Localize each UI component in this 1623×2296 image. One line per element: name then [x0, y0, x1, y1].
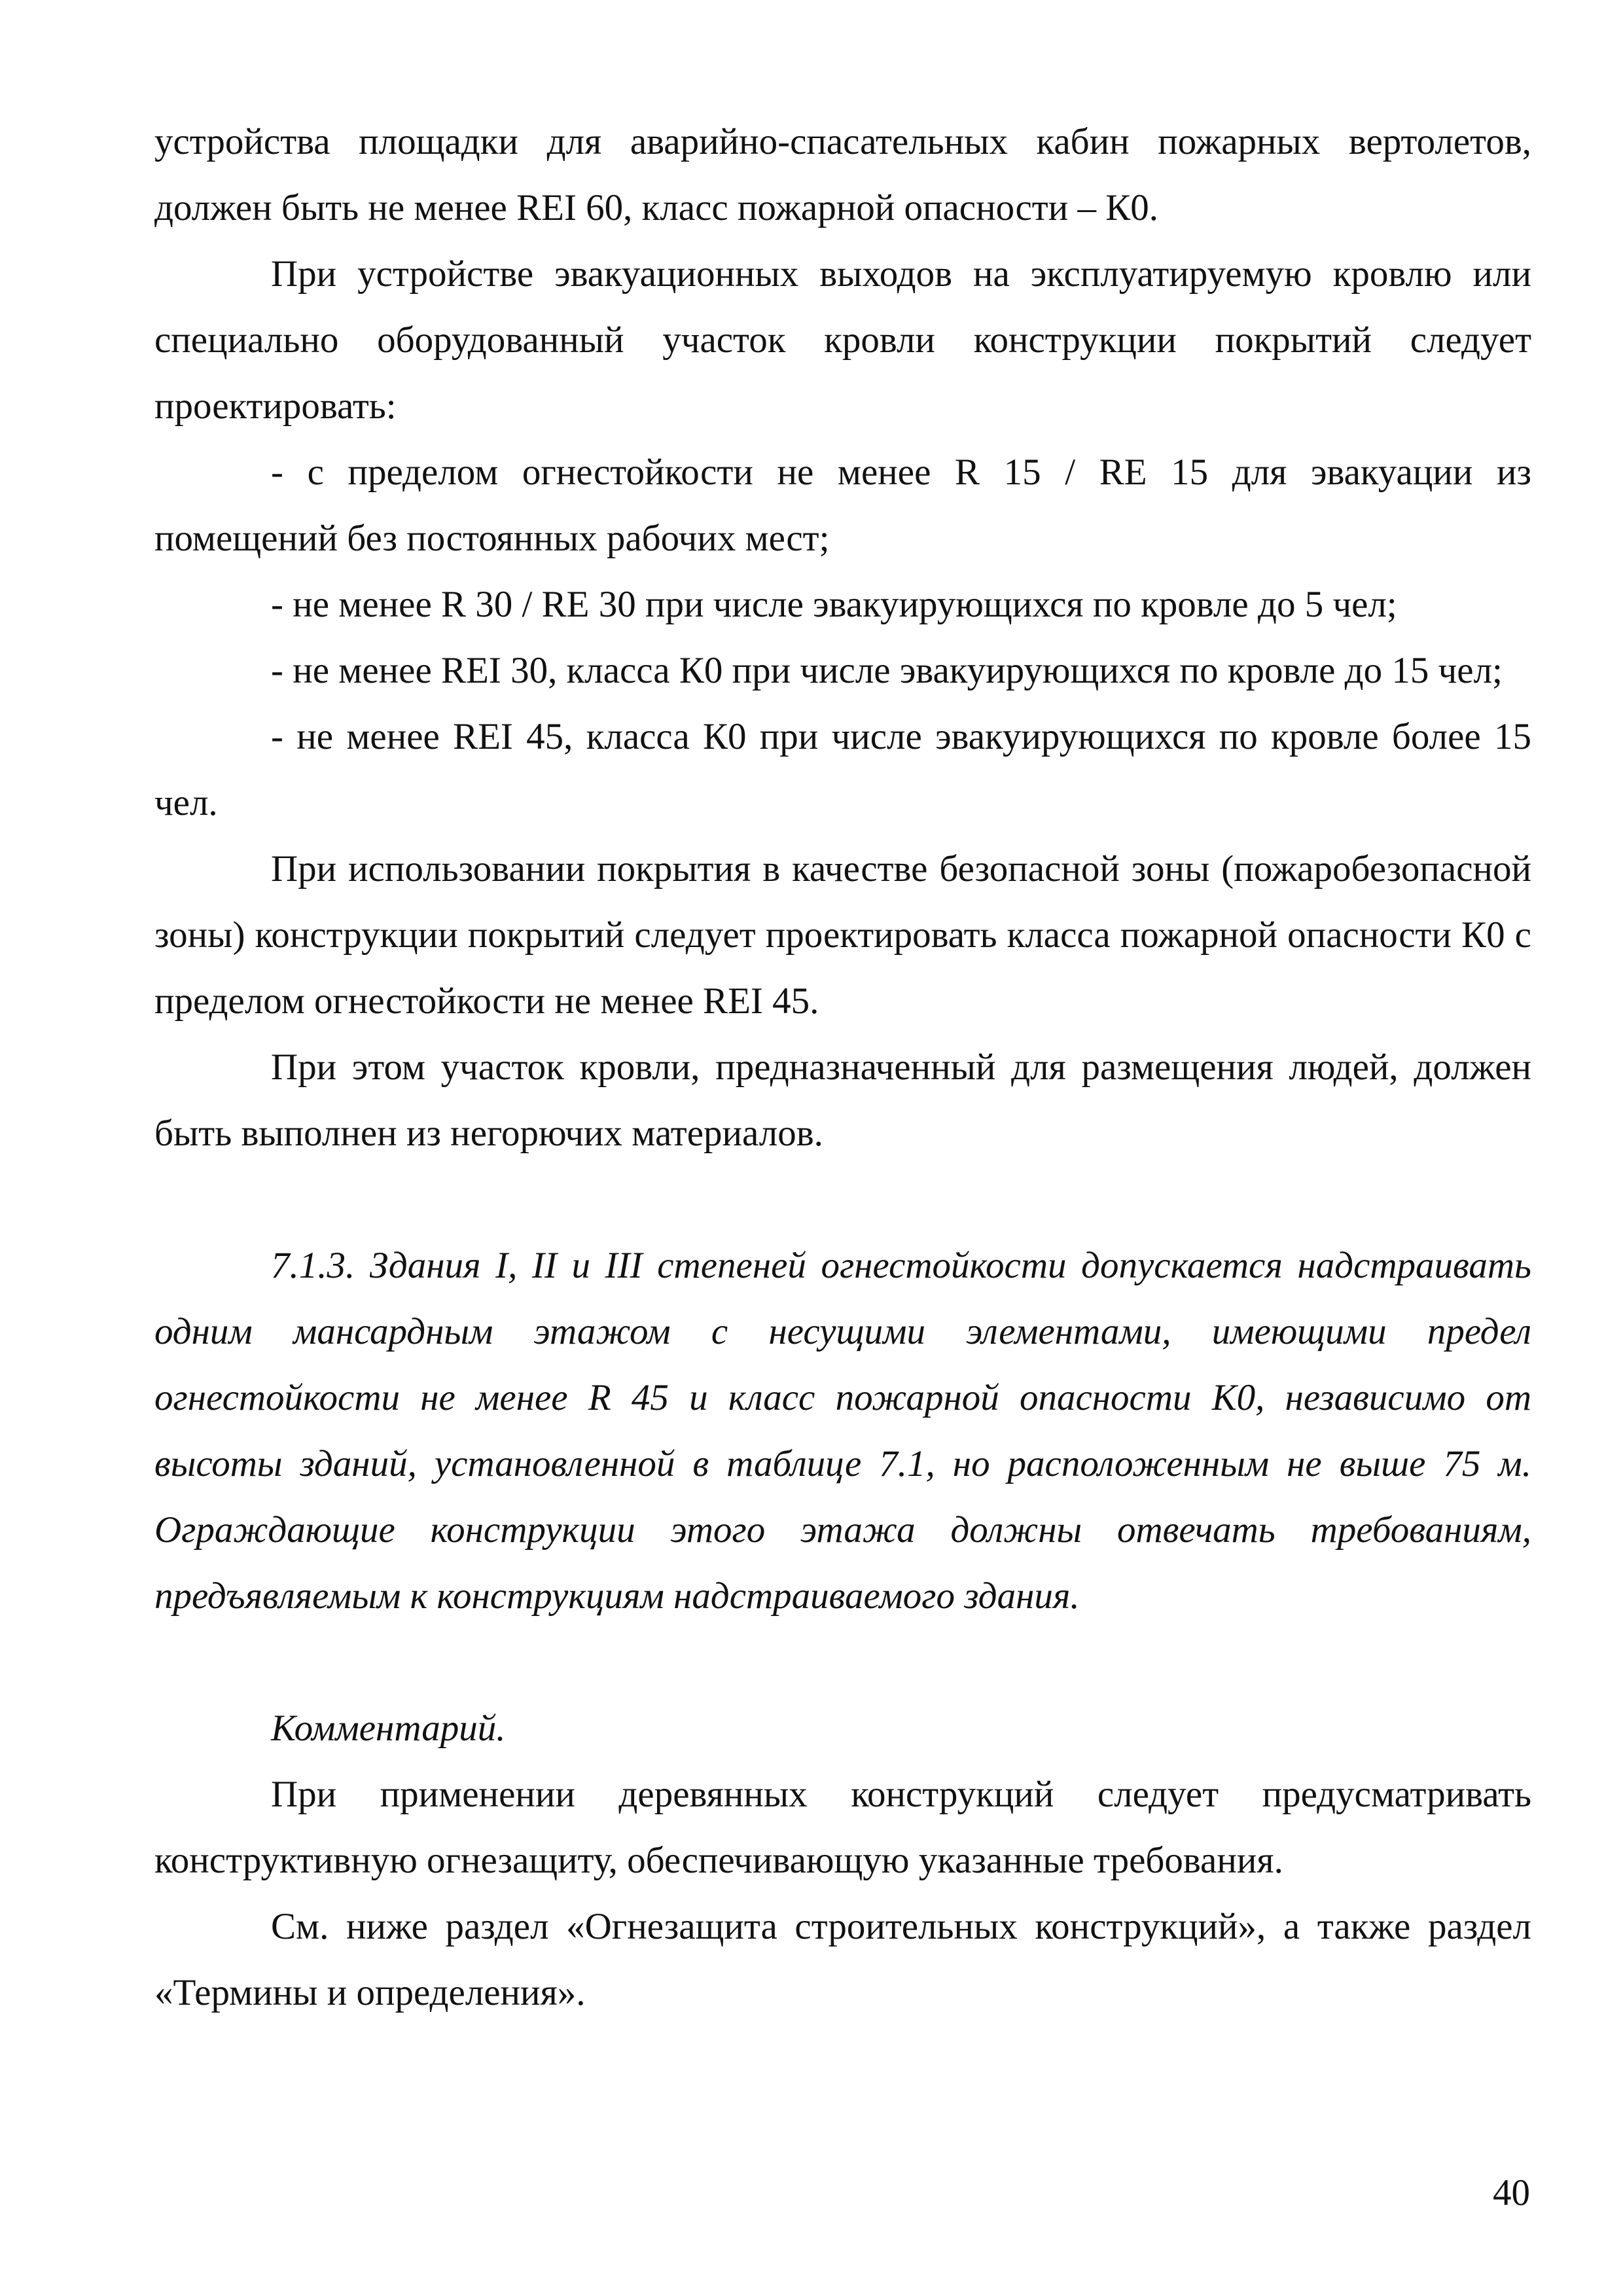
paragraph-safe-zone: При использовании покрытия в качестве безопасной зоны (пожаробезопасной зоны) конструкции покрытий следует проектировать класса пожарной опасности К0 с пределом огнестойкости не менее REI 45. [154, 848, 1531, 1022]
clause-7-1-3: 7.1.3. Здания I, II и III степеней огнестойкости допускается надстраивать одним мансардным этажом с несущими элементами, имеющими предел огнестойкости не менее R 45 и класс пожарной опасности К0, независимо от высоты зданий, установленной в таблице 7.1, но расположенным не выше 75 м. Ограждающие конструкции этого этажа должны отвечать требованиям, предъявляемым к конструкциям надстраиваемого здания. [154, 1245, 1531, 1617]
comment-heading: Комментарий. [271, 1708, 506, 1749]
paragraph-see-also: См. ниже раздел «Огнезащита строительных конструкций», а также раздел «Термины и определения». [154, 1906, 1531, 2013]
paragraph-continuation: устройства площадки для аварийно-спасательных кабин пожарных вертолетов, должен быть не менее REI 60, класс пожарной опасности – К0. [154, 121, 1531, 228]
list-item-r15: - с пределом огнестойкости не менее R 15 / RE 15 для эвакуации из помещений без постоянных рабочих мест; [154, 452, 1531, 559]
paragraph-gap [154, 1629, 1531, 1695]
paragraph-roof-area: При этом участок кровли, предназначенный для размещения людей, должен быть выполнен из негорючих материалов. [154, 1047, 1531, 1154]
list-item-rei30: - не менее REI 30, класса К0 при числе эвакуирующихся по кровле до 15 чел; [271, 650, 1503, 691]
page-number: 40 [1493, 2172, 1530, 2214]
list-item-r30: - не менее R 30 / RE 30 при числе эвакуирующихся по кровле до 5 чел; [271, 584, 1397, 625]
paragraph-gap [154, 1166, 1531, 1232]
paragraph-roof-exits: При устройстве эвакуационных выходов на эксплуатируемую кровлю или специально оборудованный участок кровли конструкции покрытий следует проектировать: [154, 253, 1531, 427]
document-body [154, 109, 1531, 2026]
list-item-rei45: - не менее REI 45, класса К0 при числе эвакуирующихся по кровле более 15 чел. [154, 716, 1531, 823]
paragraph-wood-structures: При применении деревянных конструкций следует предусматривать конструктивную огнезащиту, обеспечивающую указанные требования. [154, 1774, 1531, 1881]
